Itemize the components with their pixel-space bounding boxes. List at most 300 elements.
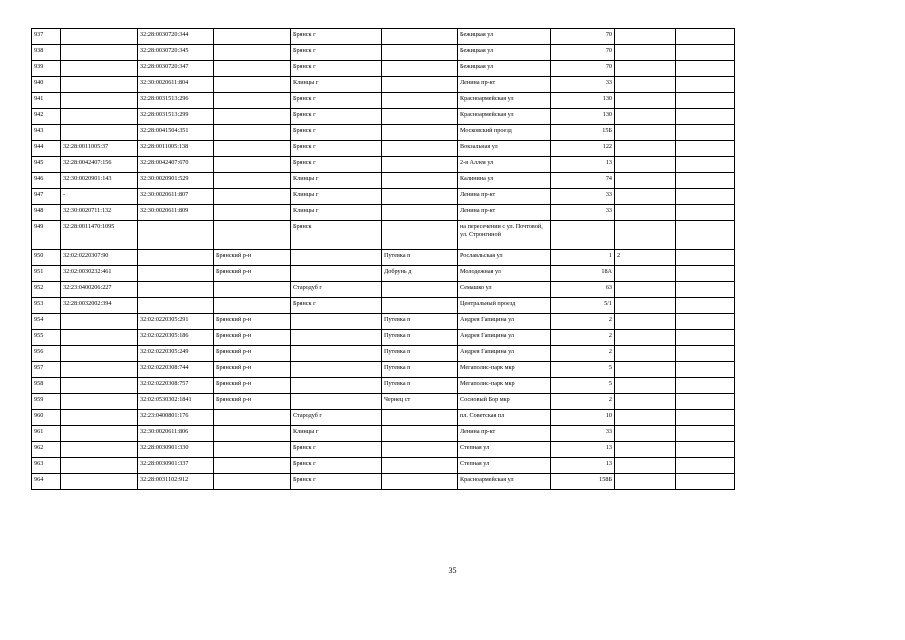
cadastral-number-cell	[138, 250, 214, 266]
settlement-cell: Путевка п	[382, 378, 458, 394]
city-cell: Стародуб г	[291, 410, 382, 426]
house-number-cell: 2	[551, 394, 615, 410]
district-cell: Брянский р-н	[214, 378, 291, 394]
city-cell: Клинцы г	[291, 77, 382, 93]
settlement-cell	[382, 141, 458, 157]
street-cell: Степная ул	[458, 458, 551, 474]
cadastral-number-cell: 32:28:0011005:138	[138, 141, 214, 157]
settlement-cell	[382, 109, 458, 125]
row-number-cell: 950	[32, 250, 61, 266]
flat-cell	[676, 426, 735, 442]
table-row	[32, 362, 735, 378]
old-cadastral-number-cell: -	[61, 189, 138, 205]
table-row	[32, 125, 735, 141]
old-cadastral-number-cell: 32:28:0011005:37	[61, 141, 138, 157]
street-cell: на пересечении с ул. Почтовой, ул. Стронгиной	[458, 221, 551, 250]
cadastral-number-cell: 32:30:0020611:806	[138, 426, 214, 442]
cadastral-number-cell	[138, 282, 214, 298]
house-number-cell: 2	[551, 314, 615, 330]
cadastral-number-cell: 32:28:0041504:351	[138, 125, 214, 141]
building-cell	[615, 298, 676, 314]
flat-cell	[676, 250, 735, 266]
table-row	[32, 29, 735, 45]
house-number-cell: 70	[551, 61, 615, 77]
district-cell	[214, 141, 291, 157]
old-cadastral-number-cell	[61, 314, 138, 330]
table-row	[32, 45, 735, 61]
city-cell	[291, 330, 382, 346]
old-cadastral-number-cell	[61, 125, 138, 141]
street-cell: Бежицкая ул	[458, 61, 551, 77]
flat-cell	[676, 141, 735, 157]
district-cell	[214, 298, 291, 314]
flat-cell	[676, 125, 735, 141]
district-cell	[214, 442, 291, 458]
building-cell	[615, 410, 676, 426]
row-number-cell: 962	[32, 442, 61, 458]
settlement-cell	[382, 45, 458, 61]
old-cadastral-number-cell	[61, 474, 138, 490]
settlement-cell	[382, 474, 458, 490]
house-number-cell: 33	[551, 189, 615, 205]
house-number-cell: 63	[551, 282, 615, 298]
flat-cell	[676, 346, 735, 362]
district-cell	[214, 61, 291, 77]
city-cell: Брянск г	[291, 29, 382, 45]
city-cell: Клинцы г	[291, 189, 382, 205]
flat-cell	[676, 109, 735, 125]
old-cadastral-number-cell	[61, 346, 138, 362]
old-cadastral-number-cell	[61, 61, 138, 77]
row-number-cell: 960	[32, 410, 61, 426]
district-cell	[214, 474, 291, 490]
house-number-cell: 18А	[551, 266, 615, 282]
settlement-cell	[382, 93, 458, 109]
building-cell	[615, 221, 676, 250]
settlement-cell: Путевка п	[382, 362, 458, 378]
house-number-cell: 33	[551, 205, 615, 221]
settlement-cell	[382, 77, 458, 93]
cadastral-number-cell: 32:28:0030720:344	[138, 29, 214, 45]
table-row	[32, 141, 735, 157]
building-cell	[615, 61, 676, 77]
district-cell: Брянский р-н	[214, 394, 291, 410]
street-cell: Степная ул	[458, 442, 551, 458]
row-number-cell: 943	[32, 125, 61, 141]
table-row	[32, 157, 735, 173]
building-cell	[615, 205, 676, 221]
old-cadastral-number-cell	[61, 109, 138, 125]
flat-cell	[676, 282, 735, 298]
district-cell	[214, 458, 291, 474]
cadastral-number-cell: 32:30:0020611:809	[138, 205, 214, 221]
flat-cell	[676, 221, 735, 250]
building-cell	[615, 157, 676, 173]
cadastral-number-cell: 32:28:0031513:296	[138, 93, 214, 109]
district-cell	[214, 77, 291, 93]
settlement-cell	[382, 426, 458, 442]
settlement-cell: Чернец ст	[382, 394, 458, 410]
city-cell: Брянск г	[291, 474, 382, 490]
street-cell: Центральный проезд	[458, 298, 551, 314]
district-cell	[214, 93, 291, 109]
table-row	[32, 266, 735, 282]
city-cell: Брянск г	[291, 109, 382, 125]
city-cell	[291, 362, 382, 378]
row-number-cell: 947	[32, 189, 61, 205]
old-cadastral-number-cell	[61, 426, 138, 442]
building-cell	[615, 394, 676, 410]
row-number-cell: 961	[32, 426, 61, 442]
row-number-cell: 954	[32, 314, 61, 330]
table-row	[32, 378, 735, 394]
street-cell: Красноармейская ул	[458, 93, 551, 109]
table-row	[32, 330, 735, 346]
row-number-cell: 953	[32, 298, 61, 314]
cadastral-number-cell	[138, 266, 214, 282]
table-row	[32, 250, 735, 266]
flat-cell	[676, 266, 735, 282]
building-cell	[615, 362, 676, 378]
old-cadastral-number-cell	[61, 330, 138, 346]
table-row	[32, 173, 735, 189]
row-number-cell: 948	[32, 205, 61, 221]
row-number-cell: 937	[32, 29, 61, 45]
old-cadastral-number-cell: 32:23:0400206:227	[61, 282, 138, 298]
building-cell	[615, 426, 676, 442]
table-row	[32, 61, 735, 77]
city-cell: Брянск	[291, 221, 382, 250]
district-cell	[214, 45, 291, 61]
settlement-cell	[382, 221, 458, 250]
table-row	[32, 442, 735, 458]
flat-cell	[676, 205, 735, 221]
city-cell: Брянск г	[291, 93, 382, 109]
street-cell: Рославльская ул	[458, 250, 551, 266]
row-number-cell: 964	[32, 474, 61, 490]
street-cell: Красноармейская ул	[458, 109, 551, 125]
table-row	[32, 77, 735, 93]
city-cell	[291, 346, 382, 362]
city-cell: Клинцы г	[291, 173, 382, 189]
table-row	[32, 221, 735, 250]
cadastral-number-cell: 32:28:0031102:912	[138, 474, 214, 490]
flat-cell	[676, 442, 735, 458]
building-cell	[615, 93, 676, 109]
row-number-cell: 949	[32, 221, 61, 250]
house-number-cell: 33	[551, 77, 615, 93]
house-number-cell: 74	[551, 173, 615, 189]
old-cadastral-number-cell	[61, 442, 138, 458]
district-cell	[214, 189, 291, 205]
cadastral-number-cell: 32:02:0220308:744	[138, 362, 214, 378]
flat-cell	[676, 378, 735, 394]
district-cell	[214, 205, 291, 221]
settlement-cell: Путевка п	[382, 330, 458, 346]
house-number-cell: 13	[551, 458, 615, 474]
table-row	[32, 189, 735, 205]
street-cell: Ленина пр-кт	[458, 77, 551, 93]
flat-cell	[676, 61, 735, 77]
old-cadastral-number-cell	[61, 394, 138, 410]
street-cell: Калинина ул	[458, 173, 551, 189]
cadastral-number-cell: 32:02:0220305:249	[138, 346, 214, 362]
row-number-cell: 945	[32, 157, 61, 173]
row-number-cell: 959	[32, 394, 61, 410]
page-number: 35	[448, 566, 457, 575]
settlement-cell	[382, 205, 458, 221]
old-cadastral-number-cell	[61, 458, 138, 474]
building-cell	[615, 266, 676, 282]
building-cell	[615, 77, 676, 93]
street-cell: Красноармейская ул	[458, 474, 551, 490]
old-cadastral-number-cell: 32:28:0011470:1095	[61, 221, 138, 250]
house-number-cell: 130	[551, 93, 615, 109]
house-number-cell: 158Б	[551, 474, 615, 490]
street-cell: Московский проезд	[458, 125, 551, 141]
table-row	[32, 298, 735, 314]
settlement-cell	[382, 125, 458, 141]
city-cell: Брянск г	[291, 157, 382, 173]
cadastral-number-cell: 32:30:0020611:804	[138, 77, 214, 93]
street-cell: Андрея Гапицина ул	[458, 314, 551, 330]
flat-cell	[676, 314, 735, 330]
building-cell	[615, 141, 676, 157]
city-cell: Стародуб г	[291, 282, 382, 298]
house-number-cell: 122	[551, 141, 615, 157]
house-number-cell: 130	[551, 109, 615, 125]
building-cell: 2	[615, 250, 676, 266]
city-cell	[291, 314, 382, 330]
cadastral-number-cell: 32:02:0220308:757	[138, 378, 214, 394]
old-cadastral-number-cell: 32:02:0030232:461	[61, 266, 138, 282]
settlement-cell	[382, 442, 458, 458]
building-cell	[615, 458, 676, 474]
city-cell: Брянск г	[291, 45, 382, 61]
cadastral-number-cell: 32:30:0020901:529	[138, 173, 214, 189]
old-cadastral-number-cell: 32:28:0042407:156	[61, 157, 138, 173]
city-cell: Клинцы г	[291, 426, 382, 442]
street-cell: Сосновый Бор мкр	[458, 394, 551, 410]
settlement-cell	[382, 61, 458, 77]
old-cadastral-number-cell: 32:28:0032002:394	[61, 298, 138, 314]
house-number-cell: 10	[551, 410, 615, 426]
row-number-cell: 963	[32, 458, 61, 474]
building-cell	[615, 314, 676, 330]
building-cell	[615, 125, 676, 141]
city-cell	[291, 266, 382, 282]
district-cell	[214, 173, 291, 189]
old-cadastral-number-cell	[61, 410, 138, 426]
settlement-cell	[382, 298, 458, 314]
flat-cell	[676, 362, 735, 378]
flat-cell	[676, 394, 735, 410]
settlement-cell: Добрунь д	[382, 266, 458, 282]
city-cell: Брянск г	[291, 298, 382, 314]
row-number-cell: 940	[32, 77, 61, 93]
street-cell: Бежицкая ул	[458, 45, 551, 61]
settlement-cell	[382, 157, 458, 173]
settlement-cell	[382, 29, 458, 45]
flat-cell	[676, 157, 735, 173]
city-cell	[291, 394, 382, 410]
city-cell: Брянск г	[291, 458, 382, 474]
cadastral-number-cell: 32:28:0030720:345	[138, 45, 214, 61]
city-cell: Клинцы г	[291, 205, 382, 221]
old-cadastral-number-cell	[61, 93, 138, 109]
building-cell	[615, 378, 676, 394]
flat-cell	[676, 45, 735, 61]
building-cell	[615, 474, 676, 490]
district-cell	[214, 282, 291, 298]
settlement-cell: Путевка п	[382, 346, 458, 362]
table-row	[32, 346, 735, 362]
row-number-cell: 952	[32, 282, 61, 298]
city-cell	[291, 250, 382, 266]
table-row	[32, 109, 735, 125]
old-cadastral-number-cell	[61, 45, 138, 61]
cadastral-number-cell: 32:02:0220305:186	[138, 330, 214, 346]
flat-cell	[676, 330, 735, 346]
district-cell: Брянский р-н	[214, 330, 291, 346]
building-cell	[615, 330, 676, 346]
street-cell: Андрея Гапицина ул	[458, 346, 551, 362]
flat-cell	[676, 29, 735, 45]
building-cell	[615, 282, 676, 298]
street-cell: Молодежная ул	[458, 266, 551, 282]
street-cell: Ленина пр-кт	[458, 205, 551, 221]
settlement-cell	[382, 282, 458, 298]
house-number-cell: 2	[551, 346, 615, 362]
flat-cell	[676, 474, 735, 490]
cadastral-number-cell	[138, 298, 214, 314]
row-number-cell: 942	[32, 109, 61, 125]
house-number-cell	[551, 221, 615, 250]
building-cell	[615, 346, 676, 362]
table-row	[32, 314, 735, 330]
house-number-cell: 13	[551, 442, 615, 458]
settlement-cell	[382, 458, 458, 474]
settlement-cell	[382, 173, 458, 189]
house-number-cell: 70	[551, 29, 615, 45]
street-cell: 2-я Аллея ул	[458, 157, 551, 173]
district-cell	[214, 109, 291, 125]
city-cell: Брянск г	[291, 141, 382, 157]
flat-cell	[676, 77, 735, 93]
street-cell: Мегаполис-парк мкр	[458, 362, 551, 378]
street-cell: Бежицкая ул	[458, 29, 551, 45]
row-number-cell: 958	[32, 378, 61, 394]
house-number-cell: 5	[551, 362, 615, 378]
table-row	[32, 93, 735, 109]
building-cell	[615, 189, 676, 205]
settlement-cell: Путевка п	[382, 250, 458, 266]
flat-cell	[676, 173, 735, 189]
row-number-cell: 956	[32, 346, 61, 362]
house-number-cell: 33	[551, 426, 615, 442]
table-row	[32, 205, 735, 221]
house-number-cell: 2	[551, 330, 615, 346]
district-cell	[214, 410, 291, 426]
settlement-cell	[382, 410, 458, 426]
old-cadastral-number-cell: 32:30:0020711:132	[61, 205, 138, 221]
table-row	[32, 282, 735, 298]
table-row	[32, 426, 735, 442]
old-cadastral-number-cell	[61, 378, 138, 394]
old-cadastral-number-cell: 32:02:0220307:90	[61, 250, 138, 266]
cadastral-number-cell: 32:02:0220305:291	[138, 314, 214, 330]
street-cell: Ленина пр-кт	[458, 426, 551, 442]
street-cell: пл. Советская пл	[458, 410, 551, 426]
settlement-cell	[382, 189, 458, 205]
district-cell	[214, 221, 291, 250]
register-table	[31, 28, 735, 490]
district-cell	[214, 157, 291, 173]
cadastral-number-cell: 32:28:0031513:299	[138, 109, 214, 125]
street-cell: Вокзальная ул	[458, 141, 551, 157]
cadastral-number-cell: 32:28:0030901:330	[138, 442, 214, 458]
flat-cell	[676, 298, 735, 314]
house-number-cell: 1	[551, 250, 615, 266]
row-number-cell: 957	[32, 362, 61, 378]
settlement-cell: Путевка п	[382, 314, 458, 330]
row-number-cell: 941	[32, 93, 61, 109]
table-row	[32, 474, 735, 490]
house-number-cell: 5	[551, 378, 615, 394]
old-cadastral-number-cell	[61, 77, 138, 93]
table-row	[32, 458, 735, 474]
cadastral-number-cell: 32:28:0030901:337	[138, 458, 214, 474]
street-cell: Мегаполис-парк мкр	[458, 378, 551, 394]
house-number-cell: 5/1	[551, 298, 615, 314]
street-cell: Андрея Гапицина ул	[458, 330, 551, 346]
cadastral-number-cell: 32:28:0042407:670	[138, 157, 214, 173]
district-cell: Брянский р-н	[214, 266, 291, 282]
flat-cell	[676, 410, 735, 426]
row-number-cell: 938	[32, 45, 61, 61]
building-cell	[615, 45, 676, 61]
house-number-cell: 15Б	[551, 125, 615, 141]
district-cell	[214, 125, 291, 141]
district-cell: Брянский р-н	[214, 346, 291, 362]
building-cell	[615, 29, 676, 45]
cadastral-number-cell: 32:02:0530302:1841	[138, 394, 214, 410]
cadastral-number-cell: 32:30:0020611:807	[138, 189, 214, 205]
city-cell: Брянск г	[291, 442, 382, 458]
row-number-cell: 946	[32, 173, 61, 189]
flat-cell	[676, 93, 735, 109]
row-number-cell: 939	[32, 61, 61, 77]
house-number-cell: 13	[551, 157, 615, 173]
city-cell	[291, 378, 382, 394]
old-cadastral-number-cell: 32:30:0020901:143	[61, 173, 138, 189]
row-number-cell: 951	[32, 266, 61, 282]
flat-cell	[676, 458, 735, 474]
row-number-cell: 944	[32, 141, 61, 157]
table-row	[32, 394, 735, 410]
street-cell: Семашко ул	[458, 282, 551, 298]
cadastral-number-cell	[138, 221, 214, 250]
district-cell	[214, 426, 291, 442]
city-cell: Брянск г	[291, 125, 382, 141]
house-number-cell: 70	[551, 45, 615, 61]
flat-cell	[676, 189, 735, 205]
building-cell	[615, 173, 676, 189]
table-row	[32, 410, 735, 426]
city-cell: Брянск г	[291, 61, 382, 77]
row-number-cell: 955	[32, 330, 61, 346]
building-cell	[615, 109, 676, 125]
